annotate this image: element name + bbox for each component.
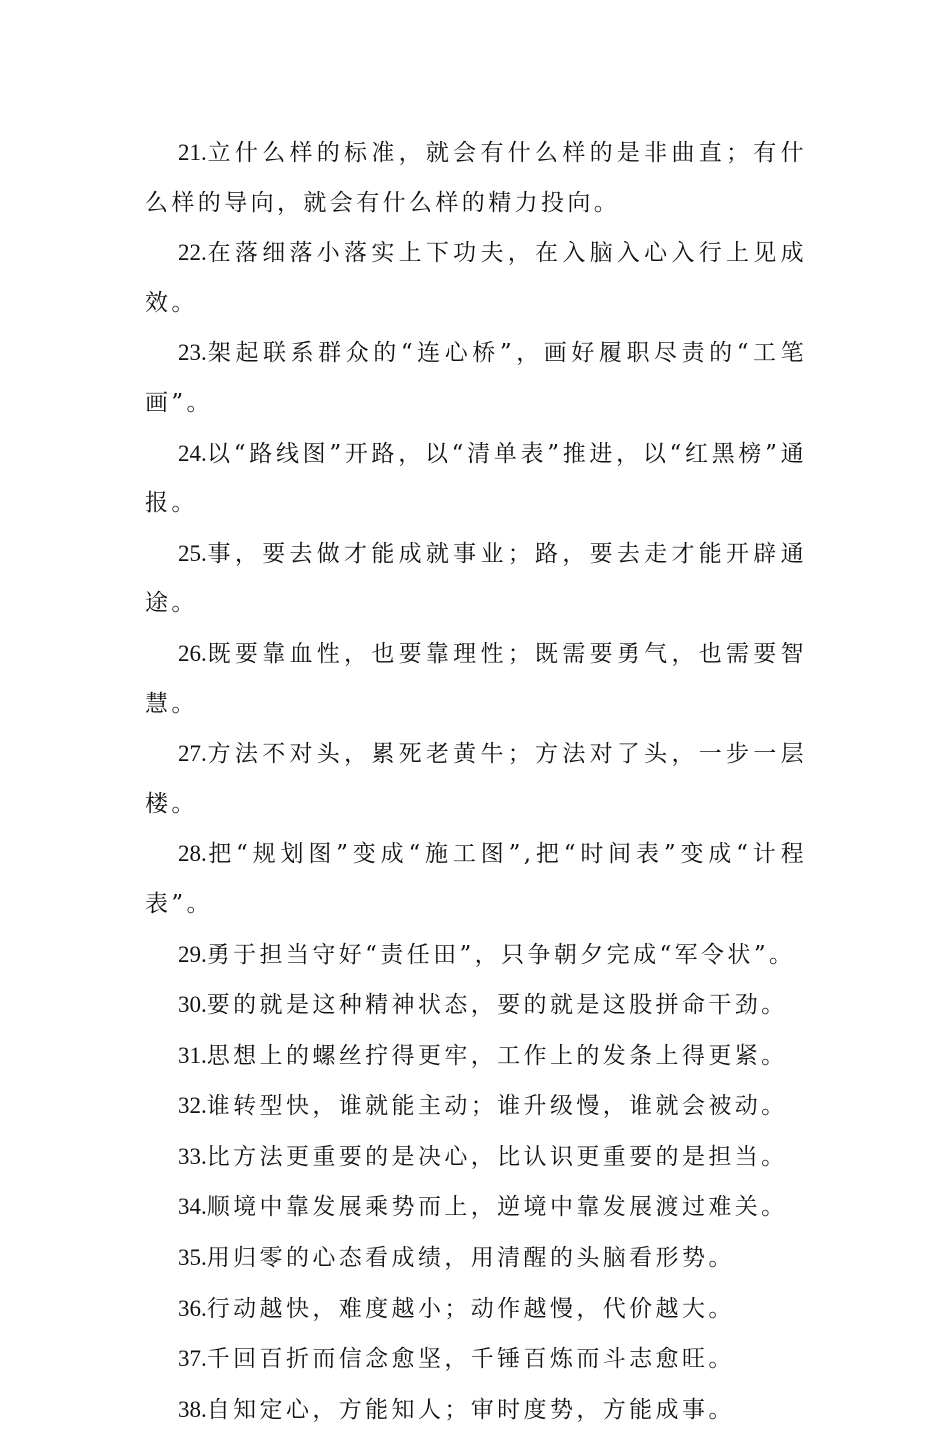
paragraph-25 <box>145 529 807 629</box>
document-body <box>145 128 807 1435</box>
paragraph-number: 32. <box>178 1093 207 1119</box>
paragraph-text: 要的就是这种精神状态，要的就是这股拼命干劲。 <box>206 992 788 1019</box>
paragraph-number: 27. <box>178 741 207 767</box>
paragraph-number: 33. <box>178 1143 207 1169</box>
paragraph-number: 22. <box>178 240 207 266</box>
paragraph-text: 行动越快，难度越小；动作越慢，代价越大。 <box>206 1295 735 1322</box>
paragraph-31 <box>145 1031 807 1082</box>
paragraph-number: 21. <box>178 140 207 165</box>
paragraph-24 <box>145 429 807 529</box>
paragraph-text: 既要靠血性，也要靠理性；既需要勇气，也需要智慧。 <box>145 640 807 717</box>
paragraph-30 <box>145 980 807 1031</box>
paragraph-number: 38. <box>178 1396 207 1422</box>
paragraph-36 <box>145 1284 807 1335</box>
paragraph-21 <box>145 128 807 228</box>
paragraph-22 <box>145 228 807 328</box>
paragraph-number: 31. <box>178 1042 207 1068</box>
paragraph-27 <box>145 729 807 829</box>
paragraph-text: 思想上的螺丝拧得更牢，工作上的发条上得更紧。 <box>206 1042 788 1069</box>
paragraph-text: 架起联系群众的“连心桥”，画好履职尽责的“工笔画”。 <box>145 340 807 416</box>
paragraph-text: 用归零的心态看成绩，用清醒的头脑看形势。 <box>206 1245 735 1272</box>
paragraph-text: 谁转型快，谁就能主动；谁升级慢，谁就会被动。 <box>206 1093 788 1120</box>
paragraph-35 <box>145 1233 807 1284</box>
paragraph-number: 29. <box>178 941 207 967</box>
paragraph-38 <box>145 1385 807 1435</box>
paragraph-text: 事，要去做才能成就事业；路，要去走才能开辟通途。 <box>145 540 807 617</box>
paragraph-text: 千回百折而信念愈坚，千锤百炼而斗志愈旺。 <box>206 1346 735 1373</box>
paragraph-text: 把“规划图”变成“施工图”,把“时间表”变成“计程表”。 <box>145 841 807 917</box>
paragraph-34 <box>145 1182 807 1233</box>
paragraph-text: 勇于担当守好“责任田”，只争朝夕完成“军令状”。 <box>206 941 796 968</box>
paragraph-number: 30. <box>178 992 207 1018</box>
paragraph-text: 立什么样的标准，就会有什么样的是非曲直；有什么样的导向，就会有什么样的精力投向。 <box>145 140 807 216</box>
paragraph-text: 自知定心，方能知人；审时度势，方能成事。 <box>206 1396 735 1423</box>
paragraph-number: 26. <box>178 640 207 666</box>
paragraph-32 <box>145 1081 807 1132</box>
paragraph-29 <box>145 930 807 981</box>
paragraph-text: 顺境中靠发展乘势而上，逆境中靠发展渡过难关。 <box>206 1194 788 1221</box>
paragraph-number: 25. <box>178 540 207 566</box>
paragraph-number: 37. <box>178 1346 207 1372</box>
paragraph-text: 方法不对头，累死老黄牛；方法对了头，一步一层楼。 <box>145 741 807 817</box>
paragraph-number: 36. <box>178 1295 207 1321</box>
paragraph-26 <box>145 629 807 729</box>
paragraph-number: 28. <box>178 841 207 867</box>
paragraph-28 <box>145 829 807 929</box>
paragraph-33 <box>145 1132 807 1183</box>
paragraph-text: 比方法更重要的是决心，比认识更重要的是担当。 <box>206 1143 788 1170</box>
paragraph-number: 35. <box>178 1245 207 1271</box>
paragraph-number: 23. <box>178 340 207 366</box>
paragraph-text: 以“路线图”开路，以“清单表”推进，以“红黑榜”通报。 <box>145 440 807 517</box>
paragraph-37 <box>145 1334 807 1385</box>
paragraph-number: 24. <box>178 440 207 466</box>
paragraph-23 <box>145 328 807 428</box>
paragraph-number: 34. <box>178 1194 207 1220</box>
paragraph-text: 在落细落小落实上下功夫，在入脑入心入行上见成效。 <box>145 240 807 316</box>
